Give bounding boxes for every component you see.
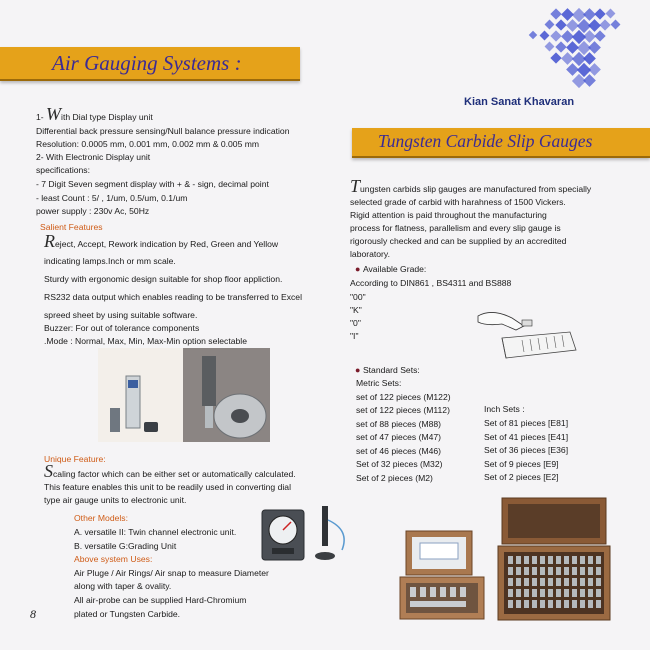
metric-set-1: set of 122 pieces (M122) [356, 392, 451, 402]
gauge-block [556, 567, 561, 575]
gauge-block [580, 600, 585, 608]
salient-line-3: RS232 data output which enables reading to be transferred to Excel [44, 292, 302, 302]
grade-line-3: "K" [350, 305, 362, 315]
salient-line-6: .Mode : Normal, Max, Min, Max-Min option selectable [44, 336, 247, 346]
other-heading: Other Models: [74, 513, 128, 523]
slip-gauges-title: Tungsten Carbide Slip Gauges [378, 131, 593, 151]
slip-intro-line-4: rigorously checked and can be supplied by an accredited [350, 236, 567, 246]
gauge-block [548, 556, 553, 564]
air-line-1: 1- With Dial type Display unit [36, 104, 153, 124]
air-line-3: Resolution: 0.0005 mm, 0.001 mm, 0.002 mm & 0.005 mm [36, 139, 260, 149]
bullet-icon: ● [355, 264, 363, 274]
slip-intro-first: Tungsten carbids slip gauges are manufactured from specially [350, 176, 592, 196]
slip-intro-line-5: laboratory. [350, 249, 390, 259]
gauge-block [540, 600, 545, 608]
gauge-block [540, 578, 545, 586]
gauge-block [564, 556, 569, 564]
air-line-2: Differential back pressure sensing/Null balance pressure indication [36, 126, 290, 136]
logo-diamond-mark [462, 0, 650, 100]
gauge-block [564, 589, 569, 597]
air-line-7: - least Count : 5/ , 1/um, 0.5/um, 0.1/um [36, 193, 188, 203]
logo-diamond [545, 42, 555, 52]
gauge-block [588, 578, 593, 586]
logo-diamond [540, 31, 550, 41]
unique-first: Scaling factor which can be either set or automatically calculated. [44, 461, 296, 481]
air-line-6: - 7 Digit Seven segment display with + & - sign, decimal point [36, 179, 269, 189]
gauge-block [548, 589, 553, 597]
inch-set-1: Set of 81 pieces [E81] [484, 418, 569, 428]
inch-set-2: Set of 41 pieces [E41] [484, 432, 569, 442]
air-gauging-title: Air Gauging Systems : [52, 51, 242, 75]
gauge-block [596, 556, 601, 564]
metric-set-6: Set of 32 pieces (M32) [356, 459, 443, 469]
grade-line-4: "0" [350, 318, 361, 328]
drop-cap-t: T [350, 176, 361, 196]
logo-diamond [545, 20, 555, 30]
air-line-4: 2- With Electronic Display unit [36, 152, 151, 162]
salient-line-2: Sturdy with ergonomic design suitable for shop floor appliction. [44, 274, 283, 284]
gauge-block [524, 589, 529, 597]
uses-line-1: Air Pluge / Air Rings/ Air snap to measure Diameter [74, 568, 269, 578]
gauge-block [556, 600, 561, 608]
gauge-block [540, 567, 545, 575]
gauge-block [508, 578, 513, 586]
logo-company-name: Kian Sanat Khavaran [464, 96, 575, 108]
gauge-block [524, 578, 529, 586]
gauge-block [580, 578, 585, 586]
salient-first: Reject, Accept, Rework indication by Red, Green and Yellow [44, 231, 279, 251]
inch-set-3: Set of 36 pieces [E36] [484, 445, 569, 455]
gauge-block [516, 578, 521, 586]
dial-unit-illustration [258, 500, 354, 566]
metric-set-7: Set of 2 pieces (M2) [356, 473, 433, 483]
gauge-block [516, 600, 521, 608]
gauge-block [596, 578, 601, 586]
logo-diamond [529, 31, 537, 39]
gauge-block [572, 556, 577, 564]
gauge-block [588, 589, 593, 597]
logo [462, 0, 650, 115]
slip-intro-line-3: process for flatness, parallelism and every slip gauge is [350, 223, 561, 233]
uses-line-3: All air-probe can be supplied Hard-Chromium [74, 595, 247, 605]
slip-intro-line-1: selected grade of carbid with harahness of 1500 Vickers. [350, 197, 566, 207]
air-line-5: specifications: [36, 165, 90, 175]
salient-heading: Salient Features [40, 222, 103, 232]
logo-diamond [594, 30, 605, 41]
small-case-photo [398, 525, 488, 625]
gauge-block [532, 578, 537, 586]
gauge-block [596, 600, 601, 608]
air-line-8: power supply : 230v Ac, 50Hz [36, 206, 150, 216]
gauge-block [532, 556, 537, 564]
unique-line-1: This feature enables this unit to be readily used in converting dial [44, 482, 291, 492]
drop-cap-s: S [44, 461, 53, 481]
metric-heading: Metric Sets: [356, 378, 402, 388]
uses-heading: Above system Uses: [74, 554, 153, 564]
right-banner [352, 128, 650, 158]
grade-heading: ● Available Grade: [355, 264, 427, 274]
large-case-photo [496, 494, 614, 624]
logo-diamond [599, 19, 610, 30]
salient-line-5: Buzzer: For out of tolerance components [44, 323, 200, 333]
air-gauge-illustration [98, 348, 270, 442]
gauge-block [572, 567, 577, 575]
gauge-block [516, 556, 521, 564]
gauge-block [548, 578, 553, 586]
gauge-block [524, 556, 529, 564]
grade-line-5: "I" [350, 331, 359, 341]
gauge-block [596, 589, 601, 597]
salient-line-1: indicating lamps.Inch or mm scale. [44, 256, 176, 266]
gauge-block [532, 600, 537, 608]
gauge-block [508, 567, 513, 575]
slip-intro-line-2: Rigid attention is paid throughout the manufacturing [350, 210, 547, 220]
metric-set-4: set of 47 pieces (M47) [356, 432, 442, 442]
gauge-block [572, 600, 577, 608]
gauge-block [508, 556, 513, 564]
other-line-1: A. versatile II: Twin channel electronic unit. [74, 527, 237, 537]
salient-line-4: spreed sheet by using suitable software. [44, 310, 198, 320]
logo-diamond [611, 20, 621, 30]
gauge-block [548, 600, 553, 608]
gauge-block [516, 589, 521, 597]
drop-cap-w: W [46, 104, 62, 124]
unique-line-2: type air gauge units to electronic unit. [44, 495, 187, 505]
gauge-block [572, 589, 577, 597]
gauge-block [540, 589, 545, 597]
metric-set-5: set of 46 pieces (M46) [356, 446, 442, 456]
gauge-block [596, 567, 601, 575]
gauge-block [524, 567, 529, 575]
gauge-block [508, 600, 513, 608]
gauge-block [588, 600, 593, 608]
gauge-block [564, 567, 569, 575]
left-banner [0, 47, 300, 81]
sketch-illustration [472, 296, 580, 360]
gauge-block [532, 567, 537, 575]
gauge-block [548, 567, 553, 575]
gauge-block [556, 556, 561, 564]
gauge-block [524, 600, 529, 608]
large-case-illustration [496, 494, 614, 624]
bullet-icon: ● [355, 365, 363, 375]
gauge-block [588, 556, 593, 564]
metric-set-3: set of 88 pieces (M88) [356, 419, 442, 429]
slip-gauge-sketch [472, 296, 580, 360]
small-case-illustration [398, 525, 488, 625]
gauge-block [540, 556, 545, 564]
uses-line-2: along with taper & ovality. [74, 581, 172, 591]
gauge-block [508, 589, 513, 597]
inch-heading: Inch Sets : [484, 404, 525, 414]
sets-heading: ● Standard Sets: [355, 365, 420, 375]
other-line-2: B. versatile G:Grading Unit [74, 541, 177, 551]
dial-unit-photo [258, 500, 354, 566]
gauge-block [580, 567, 585, 575]
gauge-block [516, 567, 521, 575]
gauge-block [556, 589, 561, 597]
air-gauge-photo [98, 348, 270, 442]
gauge-block [588, 567, 593, 575]
inch-set-4: Set of 9 pieces [E9] [484, 459, 559, 469]
gauge-block [564, 578, 569, 586]
uses-line-4: plated or Tungsten Carbide. [74, 609, 181, 619]
page-number: 8 [30, 607, 36, 621]
unique-heading: Unique Feature: [44, 454, 106, 464]
gauge-block [572, 578, 577, 586]
gauge-block [564, 600, 569, 608]
gauge-block [556, 578, 561, 586]
grade-line-2: "00" [350, 292, 366, 302]
inch-set-5: Set of 2 pieces [E2] [484, 472, 559, 482]
logo-diamond [606, 9, 616, 19]
logo-diamond [594, 8, 605, 19]
gauge-block [580, 589, 585, 597]
metric-set-2: set of 122 pieces (M112) [356, 405, 450, 415]
gauge-block [580, 556, 585, 564]
grade-line-1: According to DIN861 , BS4311 and BS888 [350, 278, 512, 288]
drop-cap-r: R [44, 231, 55, 251]
gauge-block [532, 589, 537, 597]
